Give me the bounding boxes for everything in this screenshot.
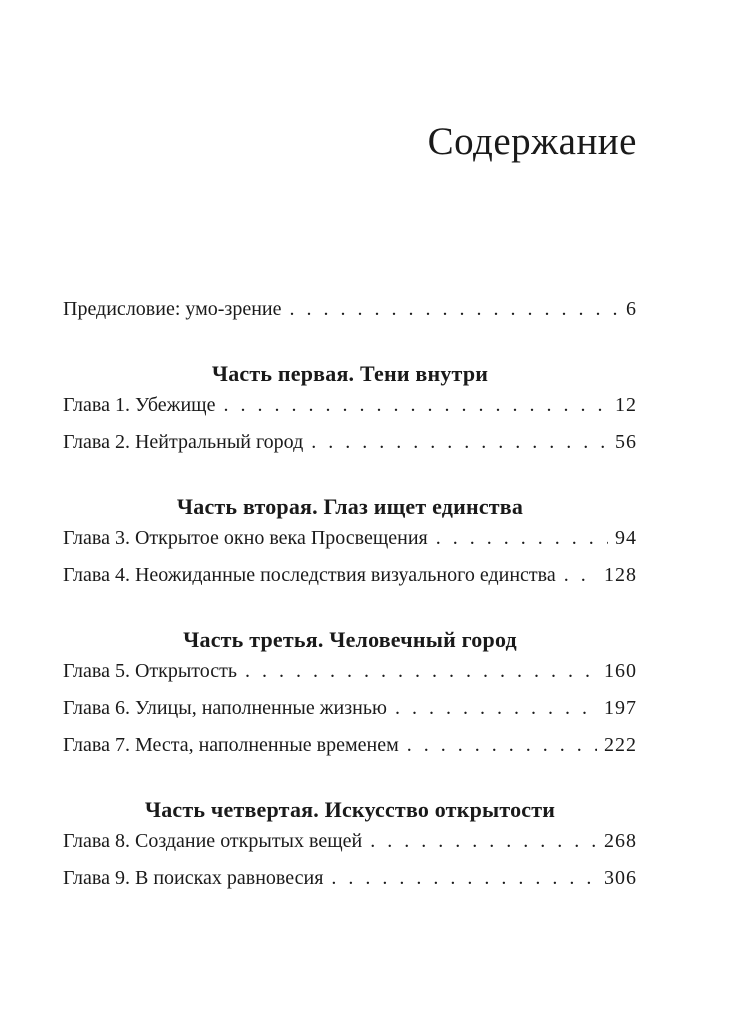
part-heading-2: Часть вторая. Глаз ищет единства (176, 494, 524, 519)
dot-leader (311, 424, 608, 461)
toc-entry-label: Глава 6. Улицы, наполненные жизнью (63, 697, 387, 719)
toc-entry-page-number: 56 (615, 431, 637, 453)
page-title: Содержание (427, 120, 637, 163)
toc-entry-chapter-9 (63, 860, 637, 897)
toc-entry-label: Глава 4. Неожиданные последствия визуального единства (63, 564, 556, 586)
part-heading-4: Часть четвертая. Искусство открытости (144, 797, 556, 822)
toc-entry-label: Предисловие: умо-зрение (63, 298, 282, 320)
toc-entry-label: Глава 9. В поисках равновесия (63, 867, 324, 889)
toc-entry-chapter-8 (63, 823, 637, 860)
toc-entry-label: Глава 2. Нейтральный город (63, 431, 304, 453)
toc-entry-page-number: 306 (604, 867, 637, 889)
toc-entry-label: Глава 7. Места, наполненные временем (63, 734, 399, 756)
toc-entry-chapter-6 (63, 690, 637, 727)
toc-entry-label: Глава 1. Убежище (63, 394, 216, 416)
dot-leader (436, 520, 608, 557)
dot-leader (564, 557, 597, 594)
dot-leader (395, 690, 597, 727)
table-of-contents (63, 291, 637, 897)
toc-entry-chapter-2 (63, 424, 637, 461)
toc-entry-page-number: 12 (615, 394, 637, 416)
toc-entry-chapter-3 (63, 520, 637, 557)
part-heading-1: Часть первая. Тени внутри (211, 361, 489, 386)
dot-leader (370, 823, 597, 860)
toc-entry-page-number: 6 (626, 298, 637, 320)
dot-leader (407, 727, 597, 764)
dot-leader (245, 653, 597, 690)
toc-entry-chapter-1 (63, 387, 637, 424)
toc-entry-page-number: 94 (615, 527, 637, 549)
toc-entry-label: Глава 8. Создание открытых вещей (63, 830, 363, 852)
toc-entry-page-number: 197 (604, 697, 637, 719)
toc-entry-page-number: 128 (604, 564, 637, 586)
toc-entry-label: Глава 3. Открытое окно века Просвещения (63, 527, 428, 549)
dot-leader (290, 291, 620, 328)
toc-entry-label: Глава 5. Открытость (63, 660, 238, 682)
part-heading-3: Часть третья. Человечный город (183, 627, 517, 652)
contents-area (63, 0, 637, 897)
toc-entry-chapter-5 (63, 653, 637, 690)
toc-entry-chapter-7 (63, 727, 637, 764)
dot-leader (223, 387, 608, 424)
toc-entry-page-number: 268 (604, 830, 637, 852)
toc-entry-page-number: 160 (604, 660, 637, 682)
toc-entry-chapter-4 (63, 557, 637, 594)
dot-leader (331, 860, 597, 897)
toc-entry-preface (63, 291, 637, 328)
toc-entry-page-number: 222 (604, 734, 637, 756)
